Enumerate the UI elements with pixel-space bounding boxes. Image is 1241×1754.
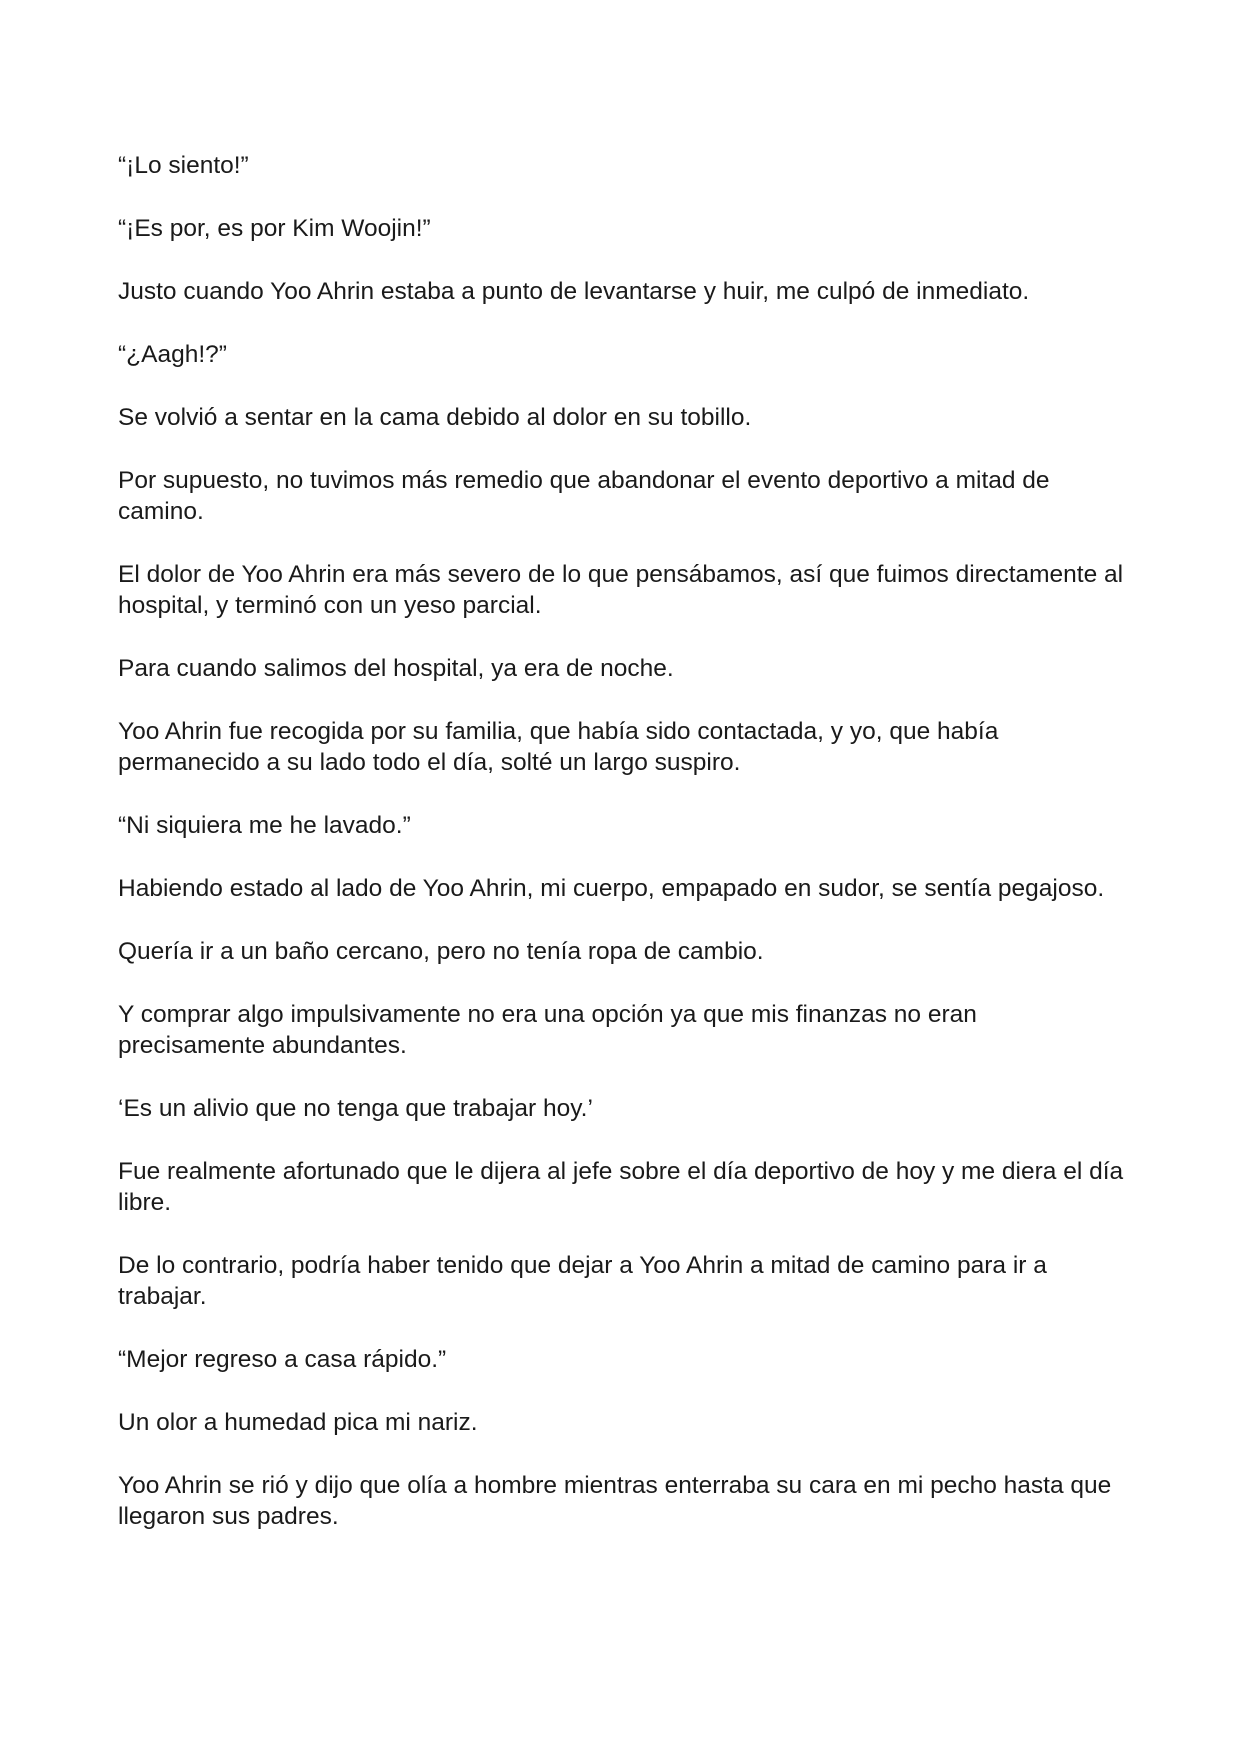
paragraph: “Ni siquiera me he lavado.” <box>118 812 411 839</box>
paragraph: ‘Es un alivio que no tenga que trabajar hoy.’ <box>118 1095 593 1122</box>
document-body <box>118 150 1128 1564</box>
paragraph: Un olor a humedad pica mi nariz. <box>118 1409 478 1436</box>
paragraph: Quería ir a un baño cercano, pero no tenía ropa de cambio. <box>118 938 764 965</box>
paragraph: Por supuesto, no tuvimos más remedio que abandonar el evento deportivo a mitad de camino. <box>118 467 1050 525</box>
paragraph: Se volvió a sentar en la cama debido al dolor en su tobillo. <box>118 404 752 431</box>
paragraph: Y comprar algo impulsivamente no era una opción ya que mis finanzas no eran precisamente abundantes. <box>118 1001 977 1059</box>
paragraph: Habiendo estado al lado de Yoo Ahrin, mi cuerpo, empapado en sudor, se sentía pegajoso. <box>118 875 1105 902</box>
paragraph: “¡Es por, es por Kim Woojin!” <box>118 215 431 242</box>
paragraph: El dolor de Yoo Ahrin era más severo de lo que pensábamos, así que fuimos directamente al hospital, y terminó con un yeso parcial. <box>118 561 1124 619</box>
paragraph: Yoo Ahrin fue recogida por su familia, que había sido contactada, y yo, que había permanecido a su lado todo el día, solté un largo suspiro. <box>118 718 999 776</box>
paragraph: “¡Lo siento!” <box>118 152 249 179</box>
paragraph: Yoo Ahrin se rió y dijo que olía a hombre mientras enterraba su cara en mi pecho hasta que llegaron sus padres. <box>118 1472 1112 1530</box>
paragraph: Fue realmente afortunado que le dijera al jefe sobre el día deportivo de hoy y me diera el día libre. <box>118 1158 1124 1216</box>
paragraph: De lo contrario, podría haber tenido que dejar a Yoo Ahrin a mitad de camino para ir a trabajar. <box>118 1252 1047 1310</box>
paragraph: Para cuando salimos del hospital, ya era de noche. <box>118 655 674 682</box>
paragraph: “¿Aagh!?” <box>118 341 227 368</box>
paragraph: Justo cuando Yoo Ahrin estaba a punto de levantarse y huir, me culpó de inmediato. <box>118 278 1030 305</box>
paragraph: “Mejor regreso a casa rápido.” <box>118 1346 447 1373</box>
